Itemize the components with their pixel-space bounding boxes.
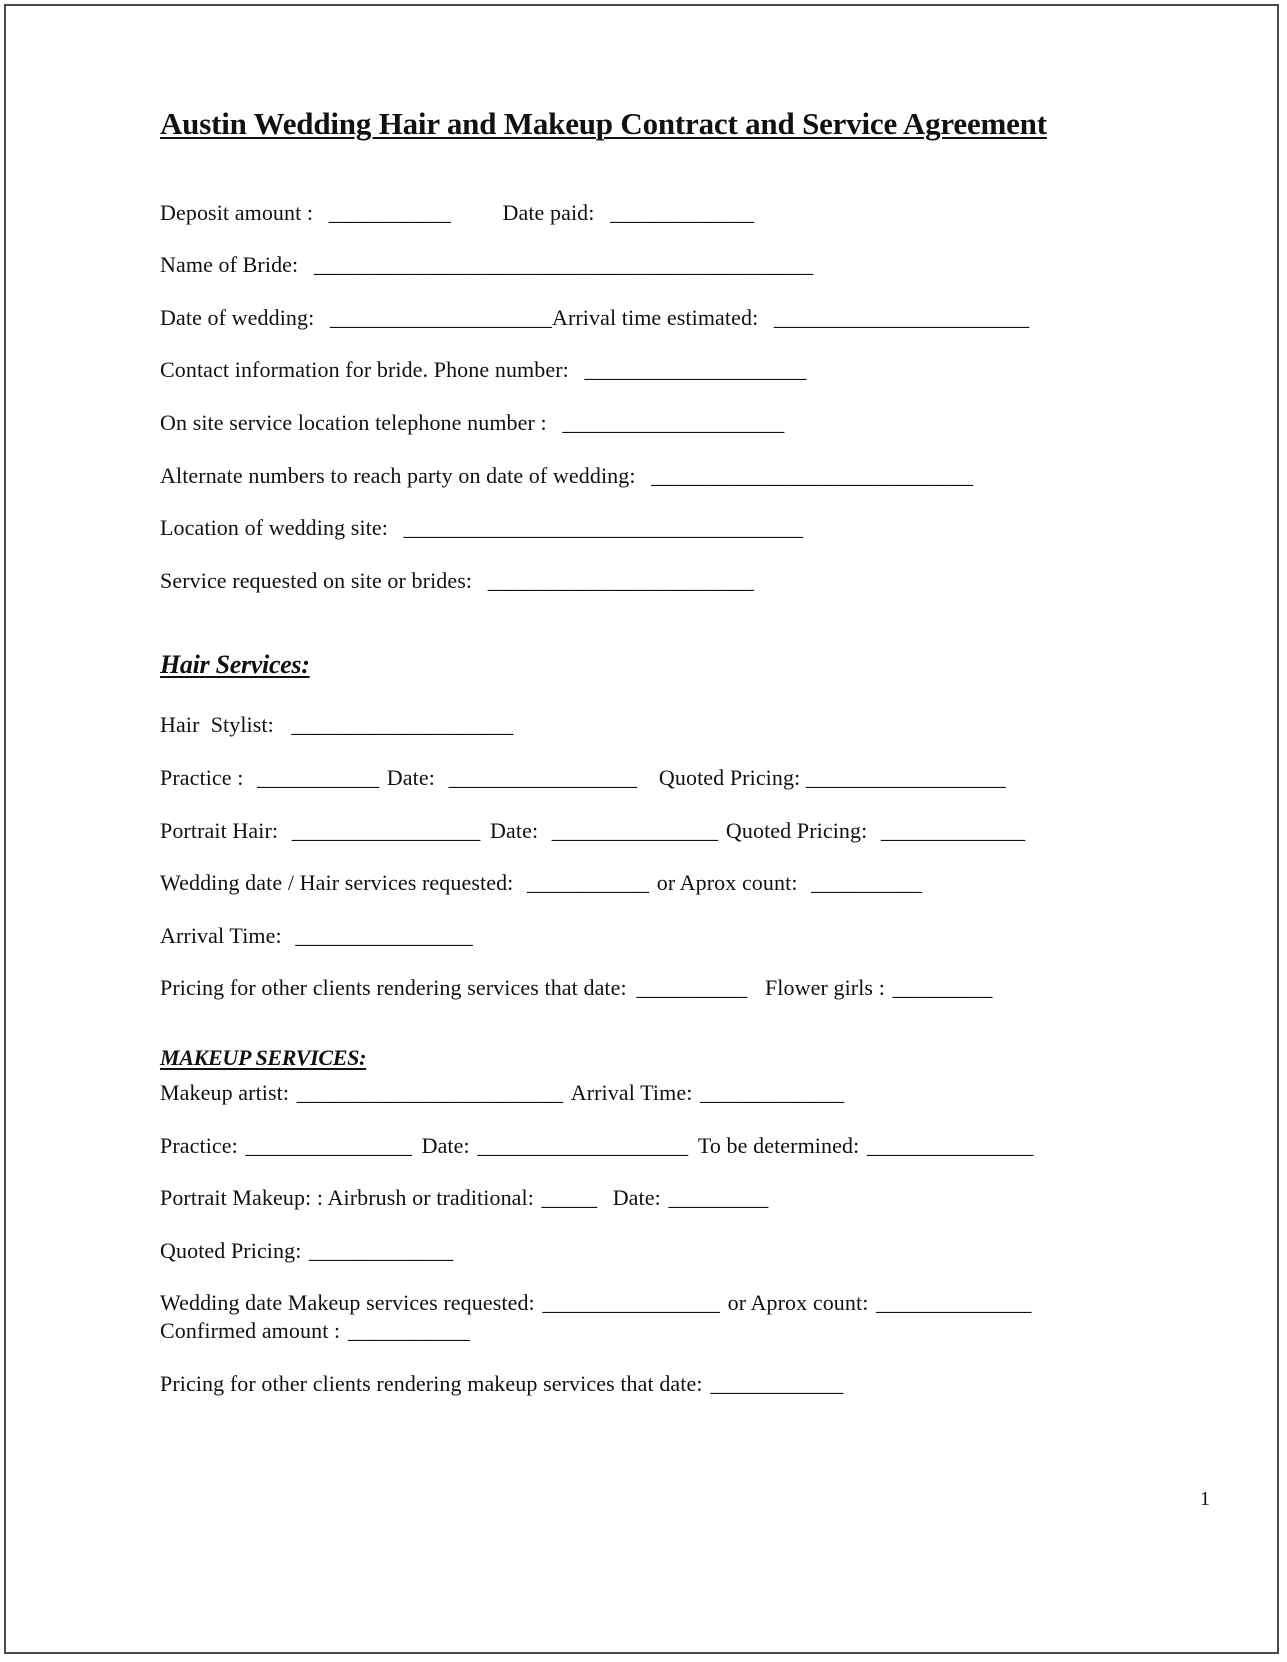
alternate-numbers-field[interactable]: _____________________________ bbox=[651, 463, 974, 488]
hair-practice-row bbox=[160, 764, 1006, 792]
makeup-quoted-field[interactable]: _____________ bbox=[309, 1238, 454, 1263]
date-paid-field[interactable]: _____________ bbox=[610, 200, 755, 225]
makeup-practice-label: Practice: bbox=[160, 1133, 238, 1158]
hair-portrait-row bbox=[160, 817, 1025, 845]
makeup-requested-field[interactable]: ________________ bbox=[542, 1290, 720, 1315]
makeup-other-pricing-label: Pricing for other clients rendering makeup services that date: bbox=[160, 1371, 703, 1396]
hair-practice-field[interactable]: ___________ bbox=[257, 765, 380, 790]
makeup-practice-date-field[interactable]: ___________________ bbox=[477, 1133, 689, 1158]
contact-phone-field[interactable]: ____________________ bbox=[584, 357, 807, 382]
hair-portrait-date-label: Date: bbox=[490, 818, 539, 843]
alternate-numbers-label: Alternate numbers to reach party on date of wedding: bbox=[160, 463, 636, 488]
service-location-label: Service requested on site or brides: bbox=[160, 568, 473, 593]
arrival-estimated-label: Arrival time estimated: bbox=[551, 305, 759, 330]
location-field[interactable]: ____________________________________ bbox=[403, 515, 804, 540]
wedding-date-field[interactable]: ____________________ bbox=[329, 305, 552, 330]
makeup-portrait-row bbox=[160, 1184, 768, 1212]
document-page bbox=[4, 4, 1279, 1654]
makeup-arrival-field[interactable]: _____________ bbox=[700, 1080, 845, 1105]
location-label: Location of wedding site: bbox=[160, 515, 388, 540]
bride-name-row bbox=[160, 251, 813, 279]
makeup-confirmed-field[interactable]: ___________ bbox=[347, 1318, 470, 1343]
hair-stylist-label: Hair Stylist: bbox=[160, 712, 274, 737]
page-number: 1 bbox=[1200, 1488, 1210, 1510]
hair-requested-row bbox=[160, 869, 922, 897]
hair-arrival-row bbox=[160, 922, 473, 950]
arrival-estimated-field[interactable]: _______________________ bbox=[773, 305, 1030, 330]
hair-practice-date-field[interactable]: _________________ bbox=[448, 765, 638, 790]
makeup-portrait-field[interactable]: _____ bbox=[541, 1185, 598, 1210]
makeup-tbd-label: To be determined: bbox=[697, 1133, 860, 1158]
makeup-services-heading: MAKEUP SERVICES: bbox=[160, 1045, 367, 1070]
hair-stylist-field[interactable]: ____________________ bbox=[291, 712, 514, 737]
makeup-count-label: or Aprox count: bbox=[727, 1290, 869, 1315]
contact-row bbox=[160, 356, 806, 384]
makeup-practice-field[interactable]: _______________ bbox=[245, 1133, 412, 1158]
makeup-artist-field[interactable]: ________________________ bbox=[296, 1080, 564, 1105]
deposit-amount-field[interactable]: ___________ bbox=[328, 200, 451, 225]
onsite-phone-label: On site service location telephone number : bbox=[160, 410, 547, 435]
hair-practice-price-field[interactable]: __________________ bbox=[805, 765, 1006, 790]
hair-practice-date-label: Date: bbox=[386, 765, 435, 790]
makeup-other-pricing-field[interactable]: ____________ bbox=[710, 1371, 844, 1396]
alternate-numbers-row bbox=[160, 462, 973, 490]
hair-arrival-field[interactable]: ________________ bbox=[295, 923, 473, 948]
hair-practice-price-label: Quoted Pricing: bbox=[658, 765, 801, 790]
deposit-label: Deposit amount : bbox=[160, 200, 314, 225]
hair-count-field[interactable]: __________ bbox=[811, 870, 923, 895]
hair-stylist-row bbox=[160, 711, 513, 739]
hair-services-heading: Hair Services: bbox=[160, 650, 310, 679]
hair-arrival-label: Arrival Time: bbox=[160, 923, 282, 948]
makeup-confirmed-row bbox=[160, 1317, 470, 1345]
bride-name-field[interactable]: _____________________________________________ bbox=[313, 252, 814, 277]
makeup-tbd-field[interactable]: _______________ bbox=[866, 1133, 1034, 1158]
makeup-confirmed-label: Confirmed amount : bbox=[160, 1318, 341, 1343]
hair-portrait-price-field[interactable]: _____________ bbox=[880, 818, 1026, 843]
makeup-artist-row bbox=[160, 1079, 844, 1107]
date-paid-label: Date paid: bbox=[502, 200, 595, 225]
makeup-practice-date-label: Date: bbox=[421, 1133, 470, 1158]
wedding-date-row bbox=[160, 304, 1029, 332]
hair-other-pricing-row bbox=[160, 974, 992, 1002]
hair-requested-label: Wedding date / Hair services requested: bbox=[160, 870, 514, 895]
makeup-portrait-date-label: Date: bbox=[612, 1185, 661, 1210]
makeup-quoted-label: Quoted Pricing: bbox=[160, 1238, 302, 1263]
deposit-row bbox=[160, 199, 754, 227]
makeup-artist-label: Makeup artist: bbox=[160, 1080, 290, 1105]
wedding-date-label: Date of wedding: bbox=[160, 305, 315, 330]
hair-portrait-date-field[interactable]: _______________ bbox=[551, 818, 719, 843]
makeup-quoted-row bbox=[160, 1237, 453, 1265]
location-row bbox=[160, 514, 803, 542]
makeup-portrait-date-field[interactable]: _________ bbox=[668, 1185, 769, 1210]
service-location-row bbox=[160, 567, 754, 595]
page-title: Austin Wedding Hair and Makeup Contract and Service Agreement bbox=[160, 106, 1047, 141]
hair-portrait-price-label: Quoted Pricing: bbox=[725, 818, 868, 843]
makeup-portrait-label: Portrait Makeup: : Airbrush or traditional: bbox=[160, 1185, 534, 1210]
makeup-arrival-label: Arrival Time: bbox=[570, 1080, 693, 1105]
contact-label: Contact information for bride. Phone number: bbox=[160, 357, 569, 382]
hair-other-pricing-label: Pricing for other clients rendering services that date: bbox=[160, 975, 627, 1000]
hair-requested-field[interactable]: ___________ bbox=[527, 870, 650, 895]
service-location-field[interactable]: ________________________ bbox=[487, 568, 755, 593]
onsite-phone-field[interactable]: ____________________ bbox=[562, 410, 785, 435]
makeup-requested-row bbox=[160, 1289, 1031, 1317]
bride-name-label: Name of Bride: bbox=[160, 252, 299, 277]
hair-count-label: or Aprox count: bbox=[656, 870, 798, 895]
makeup-count-field[interactable]: ______________ bbox=[876, 1290, 1032, 1315]
onsite-phone-row bbox=[160, 409, 784, 437]
flower-girls-field[interactable]: _________ bbox=[892, 975, 993, 1000]
flower-girls-label: Flower girls : bbox=[764, 975, 885, 1000]
makeup-requested-label: Wedding date Makeup services requested: bbox=[160, 1290, 535, 1315]
hair-portrait-label: Portrait Hair: bbox=[160, 818, 279, 843]
hair-portrait-field[interactable]: _________________ bbox=[291, 818, 481, 843]
hair-other-pricing-field[interactable]: __________ bbox=[636, 975, 748, 1000]
makeup-practice-row bbox=[160, 1132, 1033, 1160]
makeup-other-pricing-row bbox=[160, 1370, 843, 1398]
hair-practice-label: Practice : bbox=[160, 765, 244, 790]
